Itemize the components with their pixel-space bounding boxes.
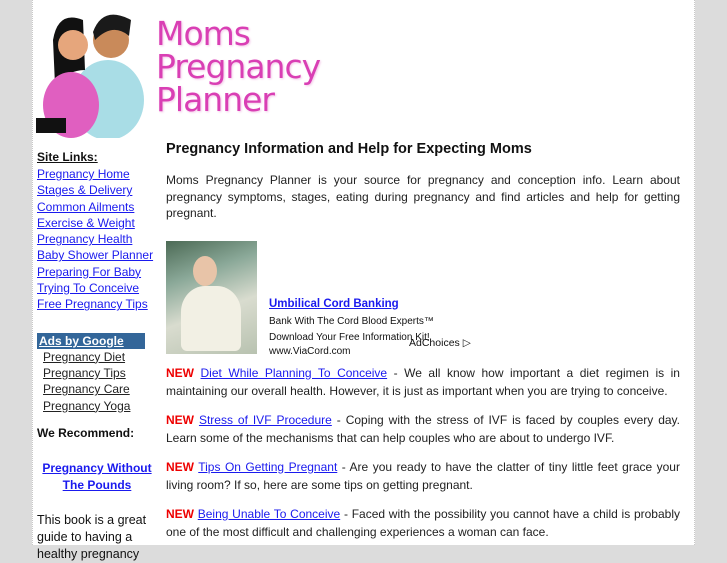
sidebar-link-preparing-baby[interactable]: Preparing For Baby [37, 264, 142, 279]
ad-url[interactable]: www.ViaCord.com [269, 345, 351, 354]
page-container [32, 0, 695, 561]
couple-illustration-icon [33, 0, 153, 138]
ad-link-pregnancy-tips[interactable]: Pregnancy Tips [43, 365, 126, 380]
adchoices-icon[interactable]: AdChoices ▷ [409, 336, 471, 349]
page-title: Pregnancy Information and Help for Expecting Moms [166, 141, 532, 157]
article-summary: - Coping with the stress of IVF is faced by couples every day. Learn some of the mechanisms that can help couples who are about to undergo IVF. [166, 412, 680, 445]
ad-line-1: Bank With The Cord Blood Experts™ [269, 315, 434, 327]
site-logo[interactable] [33, 0, 353, 138]
ad-image[interactable] [166, 241, 257, 354]
intro-text: Moms Pregnancy Planner is your source for pregnancy and conception info. Learn about pregnancy symptoms, stages, eating during pregnancy and find articles and help for getting pregnant. [166, 173, 680, 220]
sidebar-link-free-tips[interactable]: Free Pregnancy Tips [37, 297, 148, 312]
article-summary: - Faced with the possibility you cannot have a child is probably one of the most difficult and challenging experiences a woman can face. [166, 506, 680, 539]
logo-text-moms: Moms [156, 14, 251, 53]
article-item [166, 411, 680, 447]
sidebar-link-stages-delivery[interactable]: Stages & Delivery [37, 183, 133, 198]
new-badge: NEW [166, 365, 194, 380]
sidebar-link-trying-conceive[interactable]: Trying To Conceive [37, 281, 140, 296]
article-link-diet[interactable]: Diet While Planning To Conceive [200, 365, 388, 380]
article-item [166, 505, 680, 541]
ad-line-2: Download Your Free Information Kit! [269, 331, 430, 343]
ad-link-pregnancy-care[interactable]: Pregnancy Care [43, 382, 130, 397]
ad-link-pregnancy-diet[interactable]: Pregnancy Diet [43, 349, 126, 364]
main-content [166, 141, 680, 541]
book-link[interactable]: Pregnancy Without The Pounds [42, 460, 152, 492]
book-description: This book is a great guide to having a healthy pregnancy [37, 512, 147, 561]
ad-title-link[interactable]: Umbilical Cord Banking [269, 297, 399, 310]
article-link-tips[interactable]: Tips On Getting Pregnant [198, 459, 338, 474]
sidebar-link-exercise-weight[interactable]: Exercise & Weight [37, 215, 135, 230]
article-summary: - Are you ready to have the clatter of tiny little feet grace your living room? If so, here are some tips on getting pregnant. [166, 459, 680, 492]
logo-text-pregnancy: Pregnancy [156, 47, 321, 86]
ads-by-google-link[interactable]: Ads by Google [37, 333, 145, 349]
article-item [166, 458, 680, 494]
ad-banner[interactable] [166, 241, 680, 353]
sidebar-link-common-ailments[interactable]: Common Ailments [37, 199, 135, 214]
article-item [166, 364, 680, 400]
new-badge: NEW [166, 412, 194, 427]
recommend-heading: We Recommend: [37, 425, 135, 440]
article-link-unable[interactable]: Being Unable To Conceive [197, 506, 341, 521]
sidebar-link-pregnancy-home[interactable]: Pregnancy Home [37, 167, 130, 181]
article-link-ivf[interactable]: Stress of IVF Procedure [198, 412, 332, 427]
ad-link-pregnancy-yoga[interactable]: Pregnancy Yoga [43, 398, 131, 413]
article-summary: - We all know how important a diet regimen is in maintaining our overall health. However, it is just as important when you are trying to conceive. [166, 365, 680, 398]
sidebar-link-pregnancy-health[interactable]: Pregnancy Health [37, 232, 133, 247]
logo-text-planner: Planner [156, 80, 274, 119]
new-badge: NEW [166, 459, 194, 474]
site-links-heading: Site Links: [37, 150, 98, 164]
sidebar [37, 150, 157, 563]
sidebar-link-baby-shower[interactable]: Baby Shower Planner [37, 248, 154, 263]
new-badge: NEW [166, 506, 194, 521]
